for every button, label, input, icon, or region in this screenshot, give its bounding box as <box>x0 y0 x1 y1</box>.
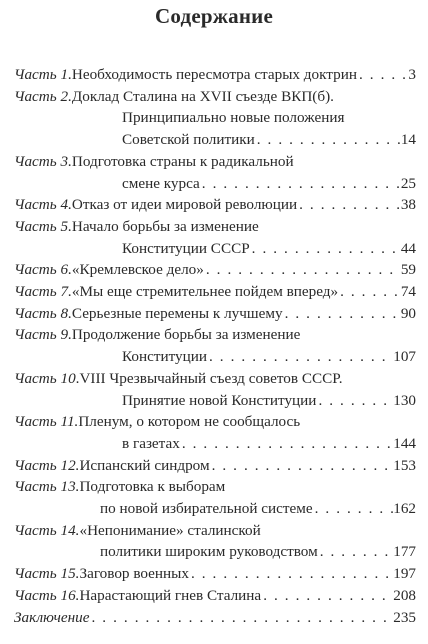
toc-page-number: 197 <box>393 565 416 583</box>
toc-entry[interactable] <box>14 520 416 563</box>
toc-entry-first-line <box>14 216 416 238</box>
toc-entry[interactable] <box>14 607 416 629</box>
toc-entry-text: Принципиально новые положения <box>122 109 345 127</box>
toc-entry-continuation <box>14 129 416 151</box>
toc-leader-dots <box>207 346 393 368</box>
toc-entry-text: политики широким руководством <box>100 543 318 561</box>
toc-leader-dots <box>250 238 401 260</box>
toc-leader-dots <box>283 303 401 325</box>
toc-entry-text: Принятие новой Конституции <box>122 391 317 409</box>
toc-entry-text: Отказ от идеи мировой революции <box>71 196 298 214</box>
toc-entry[interactable] <box>14 324 416 367</box>
toc-entry-text: Испанский синдром <box>79 456 210 474</box>
toc-entry-first-line <box>14 411 416 433</box>
toc-page-number: 90 <box>400 304 416 322</box>
toc-entry-text: Советской политики <box>122 131 255 149</box>
toc-page-number: 162 <box>393 500 416 518</box>
toc-entry[interactable] <box>14 563 416 585</box>
toc-entry-label: Часть 1. <box>14 66 72 83</box>
toc-entry[interactable] <box>14 281 416 303</box>
toc-entry[interactable] <box>14 86 416 151</box>
toc-page-number: 130 <box>393 391 416 409</box>
toc-entry[interactable] <box>14 411 416 454</box>
toc-entry-first-line <box>14 520 416 542</box>
toc-entry-label: Часть 3. <box>14 152 72 170</box>
toc-leader-dots <box>357 64 408 86</box>
toc-entry[interactable] <box>14 151 416 194</box>
toc-entry-continuation <box>14 238 416 260</box>
toc-entry-continuation <box>14 346 416 368</box>
toc-page-number: 59 <box>400 261 416 279</box>
toc-entry-first-line <box>14 259 416 281</box>
toc-entry-text: «Кремлевское дело» <box>71 261 204 279</box>
toc-entry-text: Серьезные перемены к лучшему <box>71 304 283 322</box>
toc-entry-text: Доклад Сталина на XVII съезде ВКП(б). <box>71 87 334 105</box>
toc-entry-text: по новой избирательной системе <box>100 500 313 518</box>
toc-entry-label: Часть 11. <box>14 413 79 431</box>
toc-page-number: 38 <box>400 196 416 214</box>
toc-entry-text: Начало борьбы за изменение <box>71 217 259 235</box>
toc-entry-first-line <box>14 585 416 607</box>
toc-entry-first-line <box>14 368 416 390</box>
toc-entry-label: Заключение <box>14 608 90 626</box>
toc-entry-text: Подготовка страны к радикальной <box>71 152 294 170</box>
toc-page-number: 44 <box>400 239 416 257</box>
toc-entry-label: Часть 12. <box>14 456 80 474</box>
toc-entry[interactable] <box>14 216 416 259</box>
toc-entry-first-line <box>14 607 416 629</box>
toc-entry-text: «Мы еще стремительнее пойдем вперед» <box>71 283 339 301</box>
toc-leader-dots <box>338 281 401 303</box>
toc-page-number: 3 <box>408 66 416 83</box>
toc-entry-label: Часть 10 <box>14 369 76 387</box>
toc-entry[interactable] <box>14 303 416 325</box>
toc-entry-first-line <box>14 476 416 498</box>
toc-entry-label: Часть 9. <box>14 326 72 344</box>
toc-entry-label: Часть 2. <box>14 87 72 105</box>
toc-page-number: 177 <box>393 543 416 561</box>
toc-entry-continuation <box>14 390 416 412</box>
toc-entry[interactable] <box>14 194 416 216</box>
toc-page-number: 208 <box>393 586 416 604</box>
toc-entry-first-line <box>14 194 416 216</box>
toc-entry-continuation <box>14 433 416 455</box>
toc-entry-label: Часть 4. <box>14 196 72 214</box>
toc-entry-text: «Непонимание» сталинской <box>79 521 261 539</box>
toc-entry-continuation <box>14 541 416 563</box>
toc-entry[interactable] <box>14 64 416 86</box>
toc-page-number: 25 <box>400 174 416 192</box>
toc-entry-text: Конституции СССР <box>122 239 250 257</box>
toc-entry-text: в газетах <box>122 434 180 452</box>
toc-page-number: 74 <box>400 283 416 301</box>
toc-entry-text: смене курса <box>122 174 200 192</box>
toc-entry-first-line <box>14 281 416 303</box>
toc-entry[interactable] <box>14 476 416 519</box>
toc-entry-text: Заговор военных <box>79 565 189 583</box>
toc-entry-text: Конституции <box>122 348 208 366</box>
toc-entry[interactable] <box>14 368 416 411</box>
toc-page-number: 144 <box>393 434 416 452</box>
table-of-contents <box>14 64 416 628</box>
toc-entry-continuation <box>14 107 416 129</box>
toc-entry-first-line <box>14 151 416 173</box>
toc-entry[interactable] <box>14 455 416 477</box>
toc-entry-text: .VIII Чрезвычайный съезд советов СССР. <box>75 369 343 387</box>
page-title: Содержание <box>155 4 273 28</box>
toc-leader-dots <box>210 455 394 477</box>
toc-leader-dots <box>313 498 394 520</box>
toc-entry-first-line <box>14 563 416 585</box>
toc-entry-label: Часть 7. <box>14 283 72 301</box>
toc-entry-first-line <box>14 303 416 325</box>
toc-entry-continuation <box>14 173 416 195</box>
toc-entry-label: Часть 6. <box>14 261 72 279</box>
toc-leader-dots <box>200 173 401 195</box>
toc-leader-dots <box>204 259 401 281</box>
toc-page-number: 153 <box>393 456 416 474</box>
toc-entry-label: Часть 15. <box>14 565 80 583</box>
toc-entry-continuation <box>14 498 416 520</box>
toc-entry-text: Необходимость пересмотра старых доктрин <box>71 66 357 83</box>
toc-entry-first-line <box>14 86 416 108</box>
toc-entry[interactable] <box>14 259 416 281</box>
toc-leader-dots <box>180 433 393 455</box>
toc-entry-first-line <box>14 455 416 477</box>
toc-entry-text: Подготовка к выборам <box>79 478 226 496</box>
toc-leader-dots <box>90 607 394 629</box>
toc-entry-label: Часть 13. <box>14 478 80 496</box>
toc-page-number: 235 <box>393 608 416 626</box>
toc-entry-label: Часть 14. <box>14 521 80 539</box>
toc-entry-label: Часть 16. <box>14 586 80 604</box>
toc-entry-first-line <box>14 64 416 86</box>
toc-entry-label: Часть 8. <box>14 304 72 322</box>
toc-entry-label: Часть 5. <box>14 217 72 235</box>
toc-leader-dots <box>297 194 401 216</box>
toc-page-number: 107 <box>393 348 416 366</box>
toc-leader-dots <box>316 390 393 412</box>
toc-leader-dots <box>318 541 394 563</box>
toc-entry-text: Продолжение борьбы за изменение <box>71 326 301 344</box>
toc-leader-dots <box>189 563 393 585</box>
toc-entry[interactable] <box>14 585 416 607</box>
toc-page-number: 14 <box>400 131 416 149</box>
toc-leader-dots <box>261 585 393 607</box>
toc-entry-text: Пленум, о котором не сообщалось <box>78 413 301 431</box>
toc-leader-dots <box>255 129 401 151</box>
toc-entry-first-line <box>14 324 416 346</box>
toc-entry-text: Нарастающий гнев Сталина <box>79 586 262 604</box>
